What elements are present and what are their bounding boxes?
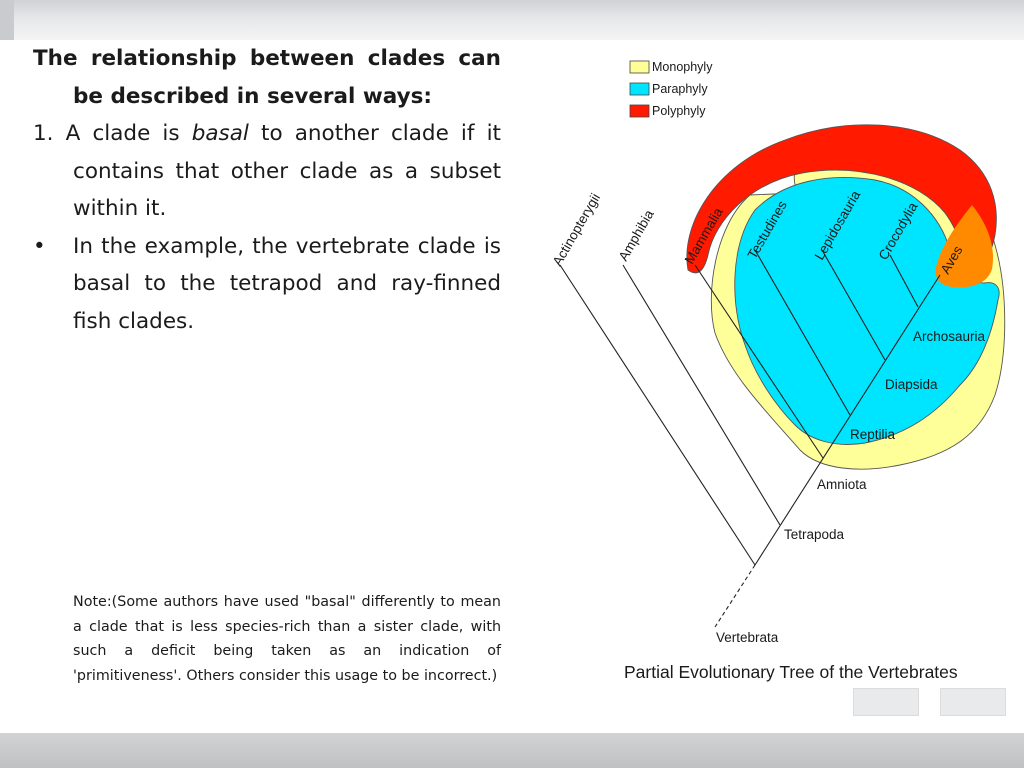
bullet-symbol: •: [33, 233, 46, 259]
slide-text: [33, 40, 501, 340]
taxon-labels: [540, 55, 1020, 695]
taxon-mammalia: Mammalia: [681, 205, 726, 267]
point-1: [33, 115, 501, 228]
taxon-actinopterygii: Actinopterygii: [549, 190, 604, 269]
bottom-band: [0, 733, 1024, 768]
node-diapsida: Diapsida: [885, 377, 938, 392]
taxon-aves: Aves: [937, 243, 966, 277]
figure-caption: Partial Evolutionary Tree of the Vertebrates: [624, 662, 958, 682]
node-reptilia: Reptilia: [850, 427, 896, 442]
node-vertebrata: Vertebrata: [716, 630, 779, 645]
taxon-testudines: Testudines: [744, 198, 790, 262]
taxon-lepidosauria: Lepidosauria: [811, 188, 864, 263]
node-archosauria: Archosauria: [913, 329, 986, 344]
point-1-after: to another clade if it contains that other clade as a subset within it.: [73, 121, 501, 221]
point-1-before: A clade is: [53, 121, 192, 146]
phylogeny-figure: [540, 55, 1020, 695]
next-slide-button[interactable]: [940, 688, 1006, 716]
previous-slide-button[interactable]: [853, 688, 919, 716]
legend-label-monophyly: Monophyly: [652, 60, 713, 74]
point-1-emphasis: basal: [191, 121, 249, 146]
taxon-amphibia: Amphibia: [615, 207, 657, 264]
legend-label-polyphyly: Polyphyly: [652, 104, 706, 118]
node-amniota: Amniota: [817, 477, 867, 492]
top-band-accent: [0, 0, 14, 40]
bullet-text: In the example, the vertebrate clade is basal to the tetrapod and ray-finned fish clades.: [73, 233, 501, 334]
bullet-item: [33, 228, 501, 341]
node-tetrapoda: Tetrapoda: [784, 527, 845, 542]
top-band: [0, 0, 1024, 40]
intro-heading: The relationship between clades can be described in several ways:: [33, 46, 501, 109]
point-1-number: 1.: [33, 121, 54, 146]
taxon-crocodylia: Crocodylia: [875, 199, 921, 263]
legend-label-paraphyly: Paraphyly: [652, 82, 708, 96]
note-text: Note:(Some authors have used "basal" differently to mean a clade that is less species-rich than a sister clade, with such a deficit being taken as an indication of 'primitiveness'. Others consider this usage to be incorrect.): [73, 594, 501, 684]
